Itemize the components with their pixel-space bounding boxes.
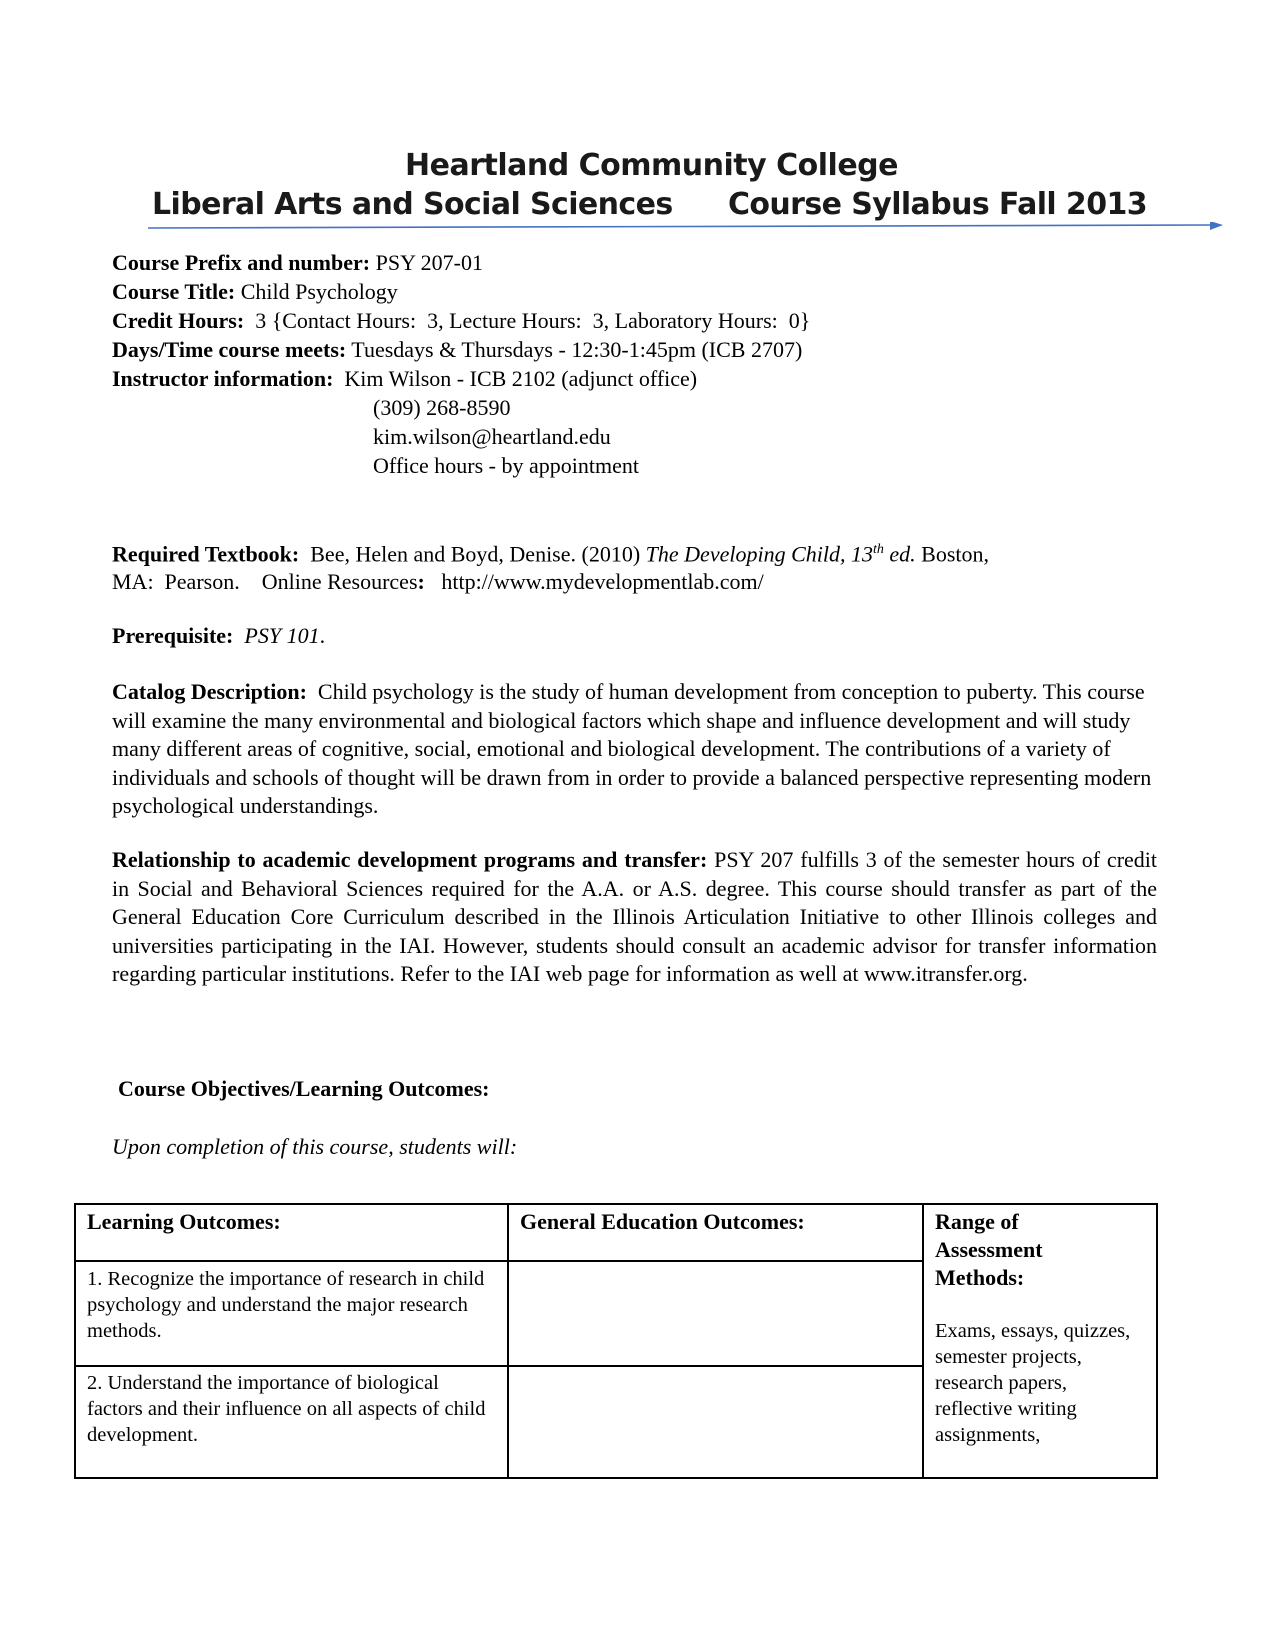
instructor-label: Instructor information: [112,366,334,391]
assessment-methods-text: Exams, essays, quizzes, semester projects, research papers, reflective writing assignments, [935,1320,1131,1446]
course-prefix-value: PSY 207-01 [370,250,483,275]
col-header-learning: Learning Outcomes: [87,1209,281,1234]
col-header-range: Range of Assessment Methods: [935,1209,1043,1290]
table-row-2-learning: 2. Understand the importance of biological factors and their influence on all aspects of child development. [87,1372,486,1446]
textbook-publisher: MA: Pearson. Online Resources [112,569,418,594]
course-title-label: Course Title: [112,279,236,304]
credit-hours-label: Credit Hours: [112,308,245,333]
textbook-label: Required Textbook: [112,541,300,567]
textbook-line-1 [112,535,989,568]
col-header-gened: General Education Outcomes: [520,1209,805,1234]
objectives-heading: Course Objectives/Learning Outcomes: [118,1076,490,1101]
credit-hours-line [112,306,810,335]
instructor-phone: (309) 268-8590 [373,395,511,420]
textbook-colon: : [417,569,425,594]
prerequisite-period: . [319,623,326,648]
online-resources-url[interactable]: http://www.mydevelopmentlab.com/ [424,569,764,594]
transfer-text: PSY 207 fulfills 3 of the semester hours of credit in Social and Behavioral Sciences required for the A.A. or A.S. degree. This course should transfer as part of the General Education Core Curriculum described in the Illinois Articulation Initiative to other Illinois colleges and universities participating in the IAI. However, students should consult an academic advisor for transfer information regarding particular institutions. Refer to the IAI web page for information as well at www.itransfer.org. [112,847,1158,986]
prerequisite-line [112,621,325,650]
prerequisite-label: Prerequisite: [112,623,234,648]
table-divider [922,1205,924,1477]
catalog-description [112,678,1157,821]
prerequisite-value: PSY 101 [244,623,320,648]
college-name: Heartland Community College [405,148,898,183]
course-title-value: Child Psychology [235,279,398,304]
instructor-line [112,364,697,393]
table-divider [507,1205,509,1477]
instructor-email[interactable]: kim.wilson@heartland.edu [373,424,611,449]
meeting-time-value: Tuesdays & Thursdays - 12:30-1:45pm (ICB 2707) [346,337,803,362]
header-arrow-rule [148,222,1223,234]
learning-outcomes-table [74,1203,1158,1479]
syllabus-term: Course Syllabus Fall 2013 [728,187,1148,222]
instructor-office-hours: Office hours - by appointment [373,453,639,478]
department-name: Liberal Arts and Social Sciences [152,187,673,222]
textbook-authors: Bee, Helen and Boyd, Denise. (2010) [299,541,646,567]
course-prefix-label: Course Prefix and number: [112,250,371,275]
course-title-line [112,277,398,306]
transfer-relationship [112,846,1157,989]
catalog-label: Catalog Description: [112,679,307,704]
textbook-title-sup: th [872,542,884,557]
textbook-line-2 [112,567,764,596]
table-divider [76,1260,924,1262]
objectives-intro: Upon completion of this course, students will: [112,1134,518,1159]
catalog-text: Child psychology is the study of human development from conception to puberty. This course will examine the many environmental and biological factors which shape and influence development and will study many different areas of cognitive, social, emotional and biological development. The contributions of a variety of individuals and schools of thought will be drawn from in order to provide a balanced perspective representing modern psychological understandings. [112,679,1157,818]
table-divider [76,1365,924,1367]
textbook-city: Boston, [915,541,989,567]
meeting-time-label: Days/Time course meets: [112,337,347,362]
instructor-value: Kim Wilson - ICB 2102 (adjunct office) [333,366,698,391]
table-row-1-learning: 1. Recognize the importance of research in child psychology and understand the major research methods. [87,1268,485,1342]
textbook-edition: ed. [883,541,916,567]
credit-hours-value: 3 {Contact Hours: 3, Lecture Hours: 3, Laboratory Hours: 0} [244,308,811,333]
course-prefix-line [112,248,483,277]
transfer-label: Relationship to academic development programs and transfer: [112,847,708,872]
textbook-title: The Developing Child, 13 [645,541,873,567]
meeting-time-line [112,335,802,364]
